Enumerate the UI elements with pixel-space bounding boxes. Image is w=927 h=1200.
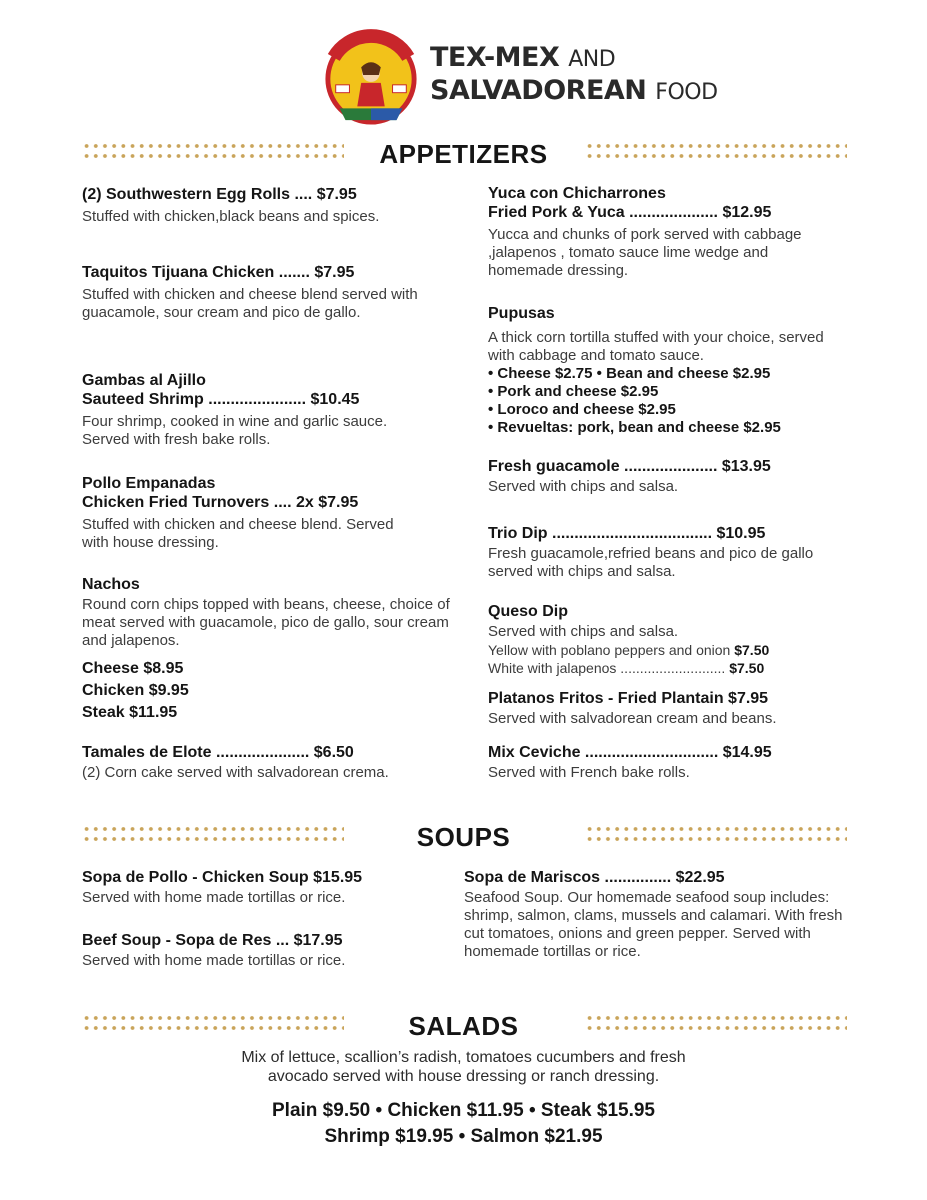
salads-desc-line: avocado served with house dressing or ranch dressing.	[267, 1068, 660, 1085]
menu-item	[488, 602, 858, 677]
menu-item	[82, 931, 422, 970]
menu-item	[82, 263, 427, 322]
item-name: Queso Dip	[488, 603, 569, 620]
item-desc: Served with French bake rolls.	[488, 764, 690, 781]
item-desc: Served with home made tortillas or rice.	[82, 952, 346, 969]
salads-price-line: Shrimp $19.95 • Salmon $21.95	[324, 1126, 603, 1147]
item-name: Gambas al Ajillo	[82, 372, 206, 389]
item-desc: Served with chips and salsa.	[488, 623, 679, 640]
salads-header	[0, 1011, 927, 1043]
item-desc: Served with chips and salsa.	[488, 478, 679, 495]
menu-item	[82, 575, 460, 724]
option-price: $7.50	[734, 642, 770, 658]
item-name-subtitle: Sauteed Shrimp ...................... $10.45	[82, 391, 360, 408]
menu-item	[464, 868, 849, 961]
item-desc: Fresh guacamole,refried beans and pico de gallo served with chips and salsa.	[488, 545, 814, 580]
item-name: Trio Dip .................................... $10.95	[488, 525, 766, 542]
option-line	[488, 641, 858, 659]
tagline-salvadorean: SALVADOREAN	[430, 75, 647, 106]
option-price: • Revueltas: pork, bean and cheese $2.95	[488, 419, 781, 436]
menu-item	[488, 304, 848, 437]
item-desc: Stuffed with chicken,black beans and spices.	[82, 208, 380, 225]
item-name: Platanos Fritos - Fried Plantain $7.95	[488, 690, 769, 707]
item-desc: Yucca and chunks of pork served with cabbage ,jalapenos , tomato sauce lime wedge and homemade dressing.	[488, 226, 802, 279]
item-name: Taquitos Tijuana Chicken ....... $7.95	[82, 264, 355, 281]
salads-price-line: Plain $9.50 • Chicken $11.95 • Steak $15.95	[272, 1100, 655, 1121]
option-price: • Pork and cheese $2.95	[488, 383, 659, 400]
item-desc: Round corn chips topped with beans, cheese, choice of meat served with guacamole, pico de gallo, sour cream and jalapenos.	[82, 596, 450, 649]
salads-title: SALADS	[408, 1011, 519, 1041]
option-price: $7.50	[729, 660, 765, 676]
item-name: Sopa de Mariscos ............... $22.95	[464, 869, 725, 886]
item-desc: Stuffed with chicken and cheese blend. Served with house dressing.	[82, 516, 394, 551]
menu-item	[82, 743, 422, 782]
option-line	[488, 659, 858, 677]
menu-item	[82, 868, 422, 907]
menu-item	[82, 371, 422, 449]
item-name-subtitle: Fried Pork & Yuca .................... $12.95	[488, 204, 772, 221]
dots-divider	[585, 1013, 847, 1033]
tagline	[430, 44, 718, 104]
option-price: Steak $11.95	[82, 704, 178, 721]
menu-item	[488, 457, 848, 496]
appetizers-header	[0, 139, 927, 171]
option-price: Chicken $9.95	[82, 682, 189, 699]
menu-item	[488, 689, 858, 728]
item-desc: (2) Corn cake served with salvadorean crema.	[82, 764, 389, 781]
item-name-subtitle: Chicken Fried Turnovers .... 2x $7.95	[82, 494, 359, 511]
item-desc: Four shrimp, cooked in wine and garlic sauce. Served with fresh bake rolls.	[82, 413, 388, 448]
item-desc: Served with salvadorean cream and beans.	[488, 710, 777, 727]
item-name: Pollo Empanadas	[82, 475, 216, 492]
soups-header	[0, 822, 927, 854]
dots-divider	[585, 141, 847, 161]
item-desc: Seafood Soup. Our homemade seafood soup includes: shrimp, salmon, clams, mussels and calamari. With fresh cut tomatoes, onions and green pepper. Served with homemade tortillas or rice.	[464, 889, 843, 960]
option-price: • Cheese $2.75 • Bean and cheese $2.95	[488, 365, 771, 382]
menu-item	[488, 743, 848, 782]
item-desc: Served with home made tortillas or rice.	[82, 889, 346, 906]
menu-item	[488, 524, 833, 581]
item-name: Yuca con Chicharrones	[488, 185, 666, 202]
item-desc: A thick corn tortilla stuffed with your choice, served with cabbage and tomato sauce.	[488, 329, 824, 364]
restaurant-logo	[322, 28, 420, 126]
option-price: • Loroco and cheese $2.95	[488, 401, 676, 418]
soups-title: SOUPS	[416, 822, 511, 852]
item-name: Pupusas	[488, 305, 555, 322]
menu-item	[82, 185, 462, 226]
item-name: Tamales de Elote ..................... $6.50	[82, 744, 354, 761]
tagline-and: AND	[568, 47, 616, 72]
item-name: Beef Soup - Sopa de Res ... $17.95	[82, 932, 343, 949]
option-price: Cheese $8.95	[82, 660, 184, 677]
item-desc: Stuffed with chicken and cheese blend served with guacamole, sour cream and pico de gallo.	[82, 286, 418, 321]
item-name: (2) Southwestern Egg Rolls .... $7.95	[82, 186, 357, 203]
option-text: White with jalapenos ...........................	[488, 660, 730, 676]
tagline-texmex: TEX-MEX	[430, 42, 560, 73]
salads-description	[0, 1048, 927, 1086]
item-name: Nachos	[82, 576, 140, 593]
menu-item	[82, 474, 422, 552]
appetizers-title: APPETIZERS	[379, 139, 548, 169]
item-name: Fresh guacamole ..................... $13.95	[488, 458, 771, 475]
option-text: Yellow with poblano peppers and onion	[488, 642, 735, 658]
salads-desc-line: Mix of lettuce, scallion’s radish, tomatoes cucumbers and fresh	[241, 1049, 686, 1066]
item-name: Sopa de Pollo - Chicken Soup $15.95	[82, 869, 363, 886]
menu-item	[488, 184, 843, 280]
item-name: Mix Ceviche .............................. $14.95	[488, 744, 772, 761]
salads-prices	[0, 1098, 927, 1150]
dots-divider	[585, 824, 847, 844]
tagline-food: FOOD	[655, 80, 718, 105]
